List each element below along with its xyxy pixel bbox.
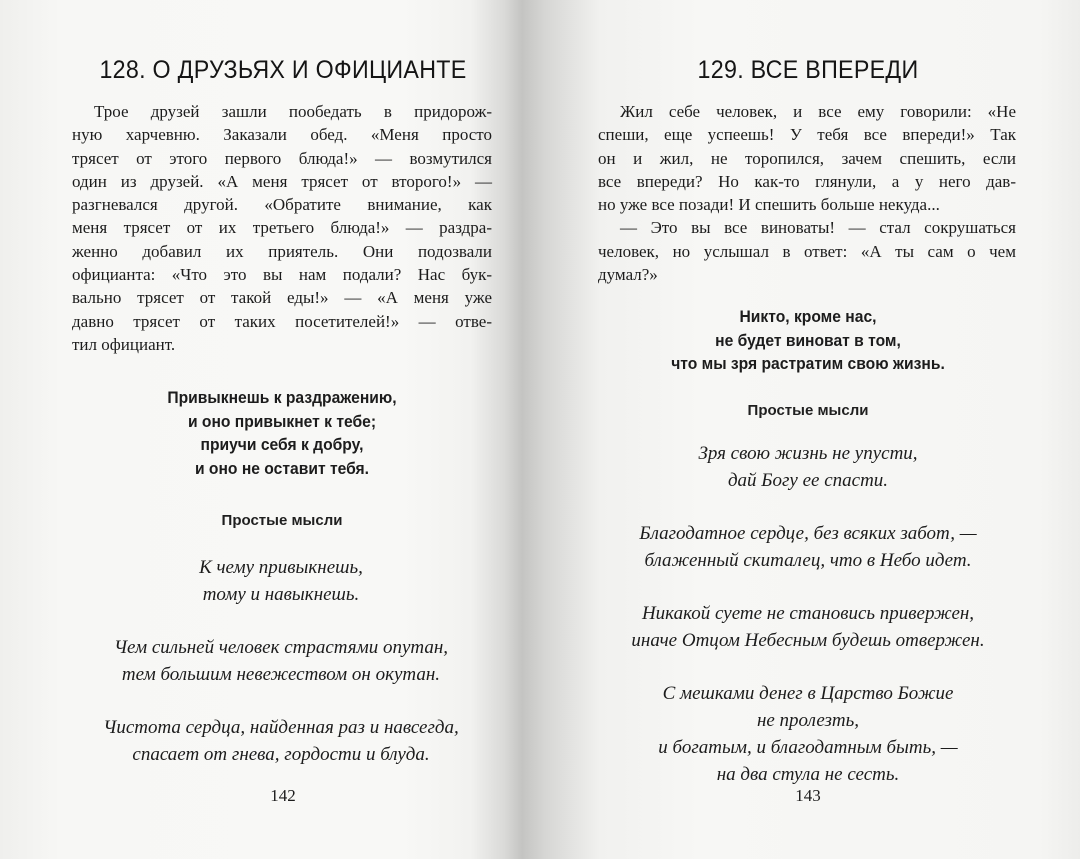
moral-line: что мы зря растратим свою жизнь.	[671, 354, 945, 374]
verse-line: на два стула не сесть.	[716, 764, 900, 785]
story-line: меня трясет от их третьего блюда!» — раздра-	[72, 218, 492, 238]
story-line: спеши, еще успеешь! У тебя все впереди!» Так	[598, 125, 1016, 145]
moral-line: приучи себя к добру,	[200, 435, 364, 455]
page-number: 142	[270, 786, 296, 805]
story-text-129	[598, 100, 1016, 286]
story-line: давно трясет от таких посетителей!» — отве-	[72, 311, 492, 331]
chapter-title-129: 129. ВСЕ ВПЕРЕДИ	[697, 56, 919, 84]
verse	[66, 554, 496, 608]
verse-line: Никакой суете не становись привержен,	[641, 603, 975, 624]
story-line: тил официант.	[72, 334, 176, 354]
story-line: женно добавил их приятель. Они подозвали	[72, 241, 492, 261]
story-line: вально трясет от такой еды!» — «А меня уже	[72, 288, 492, 308]
story-text-128	[72, 100, 492, 356]
story-line: — Это вы все виноваты! — стал сокрушаться	[620, 218, 1016, 238]
verse-line: тем большим невежеством он окутан.	[121, 664, 441, 685]
moral-128	[85, 386, 479, 480]
story-line: все впереди? Но как-то глянули, а у него дав-	[598, 171, 1016, 191]
story-line: Трое друзей зашли пообедать в придорож-	[94, 102, 492, 121]
story-line: но уже все позади! И спешить больше некуда...	[598, 195, 940, 215]
verse	[592, 440, 1024, 494]
verse-line: Благодатное сердце, без всяких забот, —	[639, 523, 977, 544]
verse-line: Чистота сердца, найденная раз и навсегда,	[103, 717, 459, 738]
verses-129	[592, 440, 1024, 814]
verse-line: иначе Отцом Небесным будешь отвержен.	[631, 630, 985, 651]
right-page	[592, 0, 1024, 859]
moral-line: не будет виноват в том,	[715, 330, 901, 350]
story-line: один из друзей. «А меня трясет от второго!» —	[72, 171, 492, 191]
verse-line: К чему привыкнешь,	[199, 557, 363, 578]
simple-thoughts-heading: Простые мысли	[221, 512, 343, 529]
verse-line: спасает от гнева, гордости и блуда.	[132, 744, 430, 765]
verse	[592, 680, 1024, 788]
story-line: трясет от этого первого блюда!» — возмутился	[72, 148, 492, 168]
verse	[592, 520, 1024, 574]
verse-line: не пролезть,	[756, 710, 860, 731]
left-page	[60, 0, 496, 859]
moral-line: Никто, кроме нас,	[739, 307, 877, 326]
moral-line: Привыкнешь к раздражению,	[167, 388, 397, 407]
story-line: думал?»	[598, 265, 658, 285]
story-line: Жил себе человек, и все ему говорили: «Не	[620, 102, 1016, 121]
moral-line: и оно не оставит тебя.	[194, 458, 370, 478]
simple-thoughts-heading: Простые мысли	[747, 402, 869, 419]
story-line: он и жил, не торопился, зачем спешить, если	[598, 148, 1016, 168]
verse	[592, 600, 1024, 654]
story-line: человек, но услышал в ответ: «А ты сам о чем	[598, 241, 1016, 261]
story-line: разгневался другой. «Обратите внимание, как	[72, 195, 492, 215]
verses-128	[66, 554, 496, 794]
verse-line: С мешками денег в Царство Божие	[662, 683, 954, 704]
verse-line: тому и навыкнешь.	[202, 584, 360, 605]
page-number: 143	[795, 786, 821, 805]
verse-line: блаженный скиталец, что в Небо идет.	[644, 550, 972, 571]
story-line: ную харчевню. Заказали обед. «Меня просто	[72, 125, 492, 145]
story-line: официанта: «Что это вы нам подали? Нас бук-	[72, 265, 492, 285]
verse-line: дай Богу ее спасти.	[727, 470, 889, 491]
verse	[66, 714, 496, 768]
moral-line: и оно привыкнет к тебе;	[187, 411, 377, 431]
moral-129	[609, 305, 1006, 376]
verse-line: Зря свою жизнь не упусти,	[698, 443, 918, 464]
verse-line: и богатым, и благодатным быть, —	[658, 737, 958, 758]
verse	[66, 634, 496, 688]
verse-line: Чем сильней человек страстями опутан,	[113, 637, 449, 658]
chapter-title-128: 128. О ДРУЗЬЯХ И ОФИЦИАНТЕ	[99, 56, 467, 84]
